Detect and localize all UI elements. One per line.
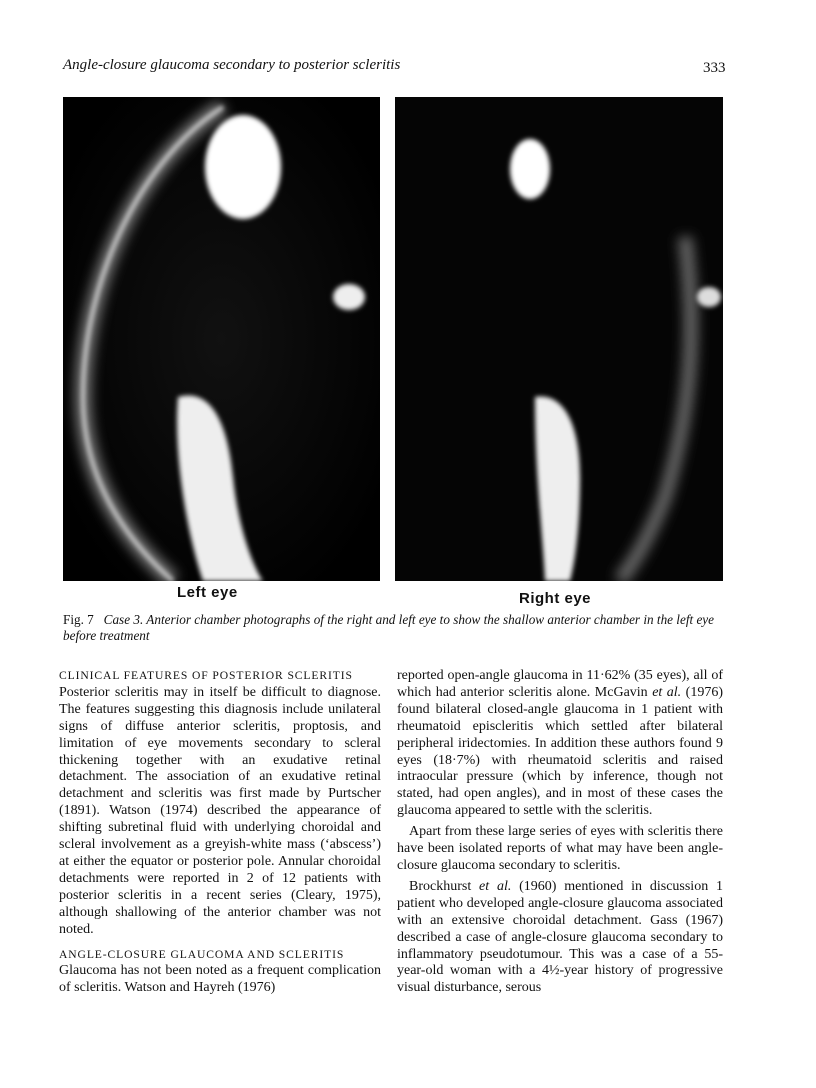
left-eye-label: Left eye: [177, 584, 238, 601]
right-eye-label: Right eye: [519, 590, 592, 607]
section-heading-angle-closure: ANGLE-CLOSURE GLAUCOMA AND SCLERITIS: [59, 947, 345, 961]
left-column: [59, 668, 381, 997]
left-eye-photograph: [63, 97, 380, 581]
paragraph-angle-closure: Glaucoma has not been noted as a frequent complication of scleritis. Watson and Hayreh (1976): [59, 963, 381, 996]
paragraph-isolated-reports: Apart from these large series of eyes with scleritis there have been isolated reports of what may have been angle-closure glaucoma secondary to scleritis.: [397, 824, 723, 873]
section-heading-clinical-features: CLINICAL FEATURES OF POSTERIOR SCLERITIS: [59, 669, 353, 682]
paragraph-clinical-features: Posterior scleritis may in itself be difficult to diagnose. The features suggesting this diagnosis include unilateral signs of diffuse anterior scleritis, proptosis, and limitation of eye movements secondary to scleral thickening together with an exudative retinal detachment. The association of an exudative retinal detachment and scleritis was first made by Purtscher (1891). Watson (1974) described the appearance of shifting subretinal fluid with underlying choroidal and scleral involvement as a greyish-white mass (‘abscess’) at either the equator or posterior pole. Annular choroidal detachments were reported in 2 of 12 patients with posterior scleritis in a recent series (Cleary, 1975), although shallowing of the anterior chamber was not noted.: [59, 684, 381, 937]
caption-text: Case 3. Anterior chamber photographs of the right and left eye to show the shallow anterior chamber in the left eye before treatment: [63, 612, 715, 643]
figure-caption: [63, 612, 723, 644]
right-column: [397, 668, 723, 997]
caption-label: Fig. 7: [63, 612, 94, 627]
right-eye-photograph: [395, 97, 723, 581]
running-title: Angle-closure glaucoma secondary to posterior scleritis: [63, 57, 401, 73]
page-number: 333: [703, 60, 726, 76]
paragraph-open-angle: reported open-angle glaucoma in 11·62% (35 eyes), all of which had anterior scleritis alone. McGavin et al. (1976) found bilateral closed-angle glaucoma in 1 patient with rheumatoid episcleritis which settled after bilateral peripheral iridectomies. In addition these authors found 9 eyes (18·7%) with rheumatoid scleritis and raised intraocular pressure (which by inference, though not stated, had open angles), and in most of these cases the glaucoma appeared to settle with the scleritis.: [397, 668, 724, 819]
paragraph-brockhurst: Brockhurst et al. (1960) mentioned in discussion 1 patient who developed angle-closure glaucoma associated with an extensive choroidal detachment. Gass (1967) described a case of angle-closure glaucoma secondary to inflammatory pseudotumour. This was a case of a 55-year-old woman with a 4½-year history of progressive visual disturbance, serous: [397, 878, 723, 996]
